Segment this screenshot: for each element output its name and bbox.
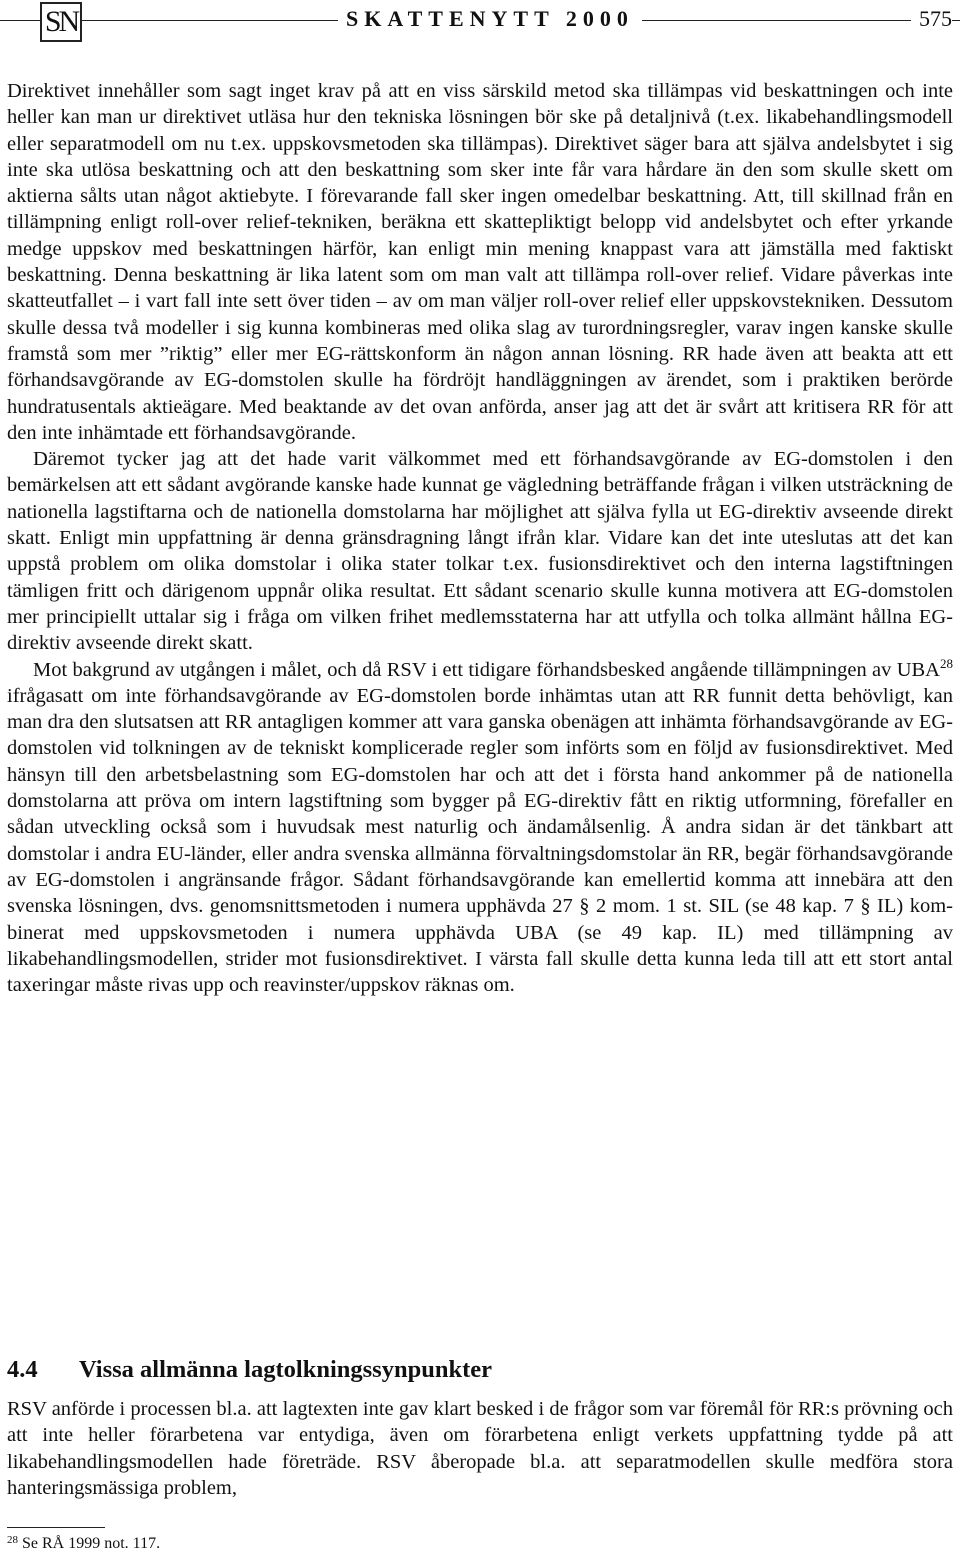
footnote-text: Se RÅ 1999 not. 117. bbox=[22, 1535, 161, 1552]
section-title: Vissa allmänna lagtolkningssynpunkter bbox=[79, 1356, 492, 1383]
body-text bbox=[7, 78, 953, 998]
paragraph-1: Direktivet innehåller som sagt inget krav på att en viss särskild metod ska tillämpas vid beskattningen och inte heller kan man ur direktivet utläsa hur den tekniska lösningen bör ske på detaljnivå (t.ex. likabehandlingsmodell eller separatmodell om nu t.ex. uppskovsmetoden ska tillämpas). Direktivet säger bara att själva andelsbytet i sig inte ska utlösa beskattning och att den beskattning som sker inte får vara hårdare än den som skulle skett om aktierna sålts utan något aktiebyte. I förevarande fall sker ingen omedelbar beskattning. Att, till skillnad från en tillämpning enligt roll-over relief-tekniken, beräkna ett skattepliktigt belopp vid andelsbytet och efter yrkande medge uppskov med beskattningen härför, kan enligt min mening knappast vara att jämställa med faktiskt beskattning. Denna beskattning är lika latent som om man valt att tillämpa roll-over relief. Vidare påverkas inte skatteutfallet – i vart fall inte sett över tiden – av om man väljer roll-over relief eller uppskovstekniken. Dessutom skulle dessa två modeller i sig kunna kombineras med olika slag av turordningsregler, varav ingen kanske skulle framstå som mer ”riktig” eller mer EG-rättskonform än någon annan lösning. RR hade även att beakta att ett förhandsavgörande av EG-domstolen skulle ha fördröjt handläggningen av ärendet, som i praktiken berörde hundratusentals aktieägare. Med beaktande av det ovan anförda, anser jag att det är svårt att kritisera RR för att den inte inhämtade ett förhandsavgörande. bbox=[7, 80, 953, 444]
section-heading bbox=[7, 1354, 953, 1386]
paragraph-3-text-a: Mot bakgrund av utgången i målet, och då RSV i ett tidigare förhandsbesked angående tillämpningen av UBA bbox=[33, 658, 940, 681]
paragraph-2: Däremot tycker jag att det hade varit välkommet med ett förhandsavgörande av EG-domstolen i den bemärkelsen att ett sådant avgörande kanske hade kunnat ge vägledning beträffande frågan i vilken utsträckning de nationella lagstiftarna och de nationella domstolarna har möjlighet att själva fylla ut EG-direktiv avseende direkt skatt. Enligt min uppfattning är denna gränsdragning långt ifrån klar. Vidare kan det inte uteslutas att det kan uppstå problem om olika domstolar i olika stater tolkar t.ex. fusionsdirektivet och den interna lagstiftningen tämligen fritt och därigenom uppnår olika resultat. Ett sådant scenario skulle kunna motivera att EG-domstolen mer principiellt uttalar sig i fråga om vilken frihet medlemsstaterna har att utfylla och tolka allmänt hållna EG-direktiv avseende direkt skatt. bbox=[7, 448, 953, 655]
section-paragraph: RSV anförde i processen bl.a. att lagtexten inte gav klart besked i de frågor som var föremål för RR:s prövning och att inte heller förarbetena var entydiga, även om förarbetena enligt verkets uppfattning tydde på att likabehandlingsmodellen hade företräde. RSV åberopade bl.a. att separatmodellen skulle medföra stora hanteringsmässiga problem, bbox=[7, 1398, 953, 1499]
footnote-rule bbox=[7, 1527, 105, 1528]
paragraph-3 bbox=[7, 657, 953, 999]
section-number: 4.4 bbox=[7, 1356, 38, 1383]
page-number: 575 bbox=[911, 4, 952, 34]
footnote bbox=[7, 1534, 160, 1554]
footnote-reference[interactable]: 28 bbox=[940, 655, 953, 671]
running-header bbox=[0, 0, 960, 44]
journal-title: SKATTENYTT 2000 bbox=[338, 4, 642, 34]
paragraph-3-text-b: ifrågasatt om inte förhandsavgörande av EG-domstolen borde inhämtas utan att RR funnit detta behövligt, kan man dra den slutsatsen att RR antagligen kommer att vara ganska obenägen att inhämta förhandsavgörande av EG-domstolen vid tolkningen av de tekniskt komplicerade regler som införts som en följd av fusionsdirektivet. Med hänsyn till den arbetsbelastning som EG-domstolen har och att det i första hand ankommer på de nationella domstolarna att pröva om intern lagstiftning som bygger på EG-direktiv fått en riktig utformning, förefaller en sådan utveckling också som i huvudsak mest naturlig och ändamålsenlig. Å andra sidan är det tänkbart att domstolar i andra EU-länder, eller andra svenska allmänna förvaltningsdomstolar än RR, begär förhandsavgörande av EG-domstolen i angränsande frågor. Sådant förhandsavgörande kan emellertid komma att innebära att den svenska lösningen, dvs. genomsnittsmetoden i numera upphävda 27 § 2 mom. 1 st. SIL (se 48 kap. 7 § IL) kombinerat med uppskovsmetoden i numera upphävda UBA (se 49 kap. IL) med tillämpning av likabehandlingsmodellen, strider mot fusionsdirektivet. I värsta fall skulle detta kunna leda till att ett stort antal taxeringar måste rivas upp och reavinster/uppskov räknas om. bbox=[7, 684, 953, 997]
journal-logo: SN bbox=[40, 2, 82, 42]
footnote-marker: 28 bbox=[7, 1534, 18, 1546]
